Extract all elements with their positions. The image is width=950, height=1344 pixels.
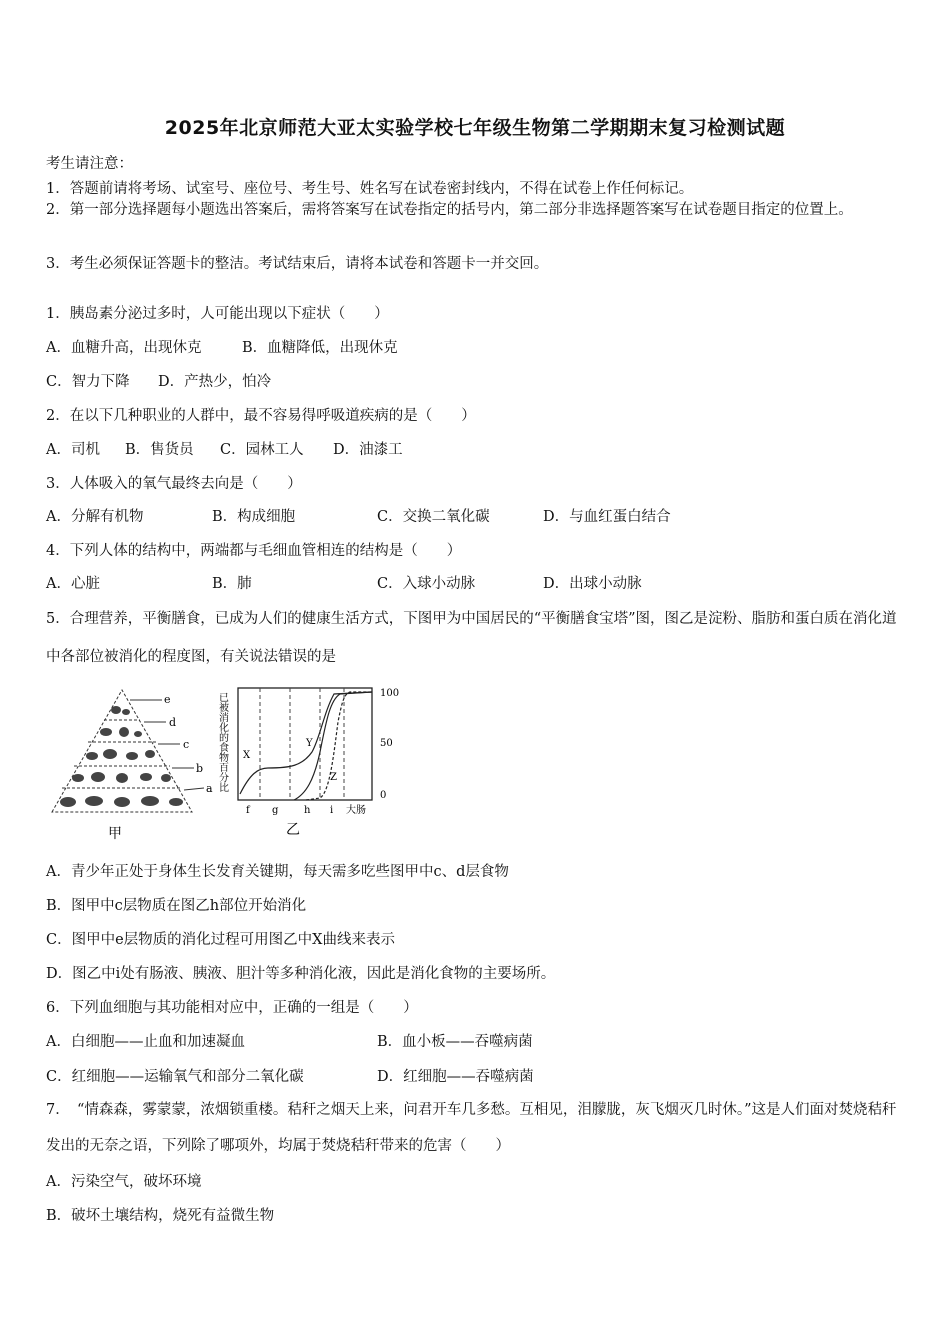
question-stem: 5．合理营养，平衡膳食，已成为人们的健康生活方式，下图甲为中国居民的“平衡膳食宝塔”图，图乙是淀粉、脂肪和蛋白质在消化道中各部位被消化的程度图，有关说法错误的是 (46, 611, 897, 665)
question-stem: 4．下列人体的结构中，两端都与毛细血管相连的结构是（ ） (46, 543, 462, 559)
notice-item: 3．考生必须保证答题卡的整洁。考试结束后，请将本试卷和答题卡一并交回。 (46, 256, 549, 272)
pyramid-label-b: b (196, 762, 204, 775)
question-stem: 2．在以下几种职业的人群中，最不容易得呼吸道疾病的是（ ） (46, 408, 476, 424)
curve-label-x: X (243, 750, 251, 761)
option-a: A．污染空气，破坏环境 (46, 1174, 202, 1190)
option-d: D．油漆工 (333, 442, 403, 458)
option-a: A．心脏 (46, 576, 100, 592)
notice-heading: 考生请注意： (46, 156, 133, 172)
option-c: C．智力下降 (46, 374, 130, 390)
question-figure (44, 682, 404, 846)
page-title: 2025年北京师范大亚太实验学校七年级生物第二学期期末复习检测试题 (164, 117, 786, 139)
option-b: B．图甲中c层物质在图乙h部位开始消化 (46, 898, 307, 914)
option-c: C．入球小动脉 (377, 576, 476, 592)
option-b: B．售货员 (125, 442, 194, 458)
xtick-i: i (330, 805, 334, 816)
curve-label-y: Y (306, 738, 313, 749)
ytick-50: 50 (380, 738, 393, 749)
option-d: D．红细胞——吞噬病菌 (377, 1069, 534, 1085)
option-c: C．园林工人 (220, 442, 304, 458)
option-a: A．白细胞——止血和加速凝血 (46, 1034, 245, 1050)
chart-caption: 乙 (286, 822, 300, 838)
option-d: D．与血红蛋白结合 (543, 509, 671, 525)
question-stem: 1．胰岛素分泌过多时，人可能出现以下症状（ ） (46, 306, 389, 322)
option-b: B．血小板——吞噬病菌 (377, 1034, 533, 1050)
ytick-0: 0 (380, 790, 387, 801)
option-c: C．交换二氧化碳 (377, 509, 490, 525)
option-a: A．血糖升高，出现休克 (46, 340, 202, 356)
pyramid-caption: 甲 (108, 826, 122, 842)
pyramid-label-e: e (164, 693, 171, 706)
pyramid-label-c: c (183, 738, 190, 751)
option-c: C．图甲中e层物质的消化过程可用图乙中X曲线来表示 (46, 932, 395, 948)
chart-ylabel: 已被消化的食物百分比 (216, 692, 228, 792)
option-d: D．产热少，怕冷 (158, 374, 272, 390)
pyramid-label-d: d (169, 716, 177, 729)
question-stem: 3．人体吸入的氧气最终去向是（ ） (46, 476, 302, 492)
option-c: C．红细胞——运输氧气和部分二氧化碳 (46, 1069, 304, 1085)
figure-svg (44, 682, 404, 842)
notice-item: 2．第一部分选择题每小题选出答案后，需将答案写在试卷指定的括号内，第二部分非选择题答案写在试卷题目指定的位置上。 (46, 202, 853, 218)
xtick-h: h (304, 805, 311, 816)
digestion-chart (217, 688, 400, 838)
option-a: A．司机 (46, 442, 100, 458)
option-b: B．构成细胞 (212, 509, 296, 525)
ytick-100: 100 (380, 688, 400, 699)
curve-label-z: Z (330, 772, 337, 783)
option-d: D．图乙中i处有肠液、胰液、胆汁等多种消化液，因此是消化食物的主要场所。 (46, 966, 556, 982)
option-b: B．肺 (212, 576, 252, 592)
food-pyramid (52, 690, 204, 812)
option-a: A．分解有机物 (46, 509, 144, 525)
option-a: A．青少年正处于身体生长发育关键期，每天需多吃些图甲中c、d层食物 (46, 864, 509, 880)
option-b: B．血糖降低，出现休克 (242, 340, 398, 356)
question-stem: 7． “情森森，雾蒙蒙，浓烟锁重楼。秸秆之烟天上来，问君开车几多愁。互相见，泪朦胧，灰飞烟灭几时休。”这是人们面对焚烧秸秆发出的无奈之语，下列除了哪项外，均属于焚烧秸秆带来的危害（ ） (46, 1102, 897, 1154)
xtick-g: g (272, 805, 279, 816)
xtick-f: f (246, 805, 250, 816)
option-b: B．破坏土壤结构，烧死有益微生物 (46, 1208, 275, 1224)
question-stem: 6．下列血细胞与其功能相对应中，正确的一组是（ ） (46, 1000, 418, 1016)
curve-z (306, 692, 372, 800)
notice-item: 1．答题前请将考场、试室号、座位号、考生号、姓名写在试卷密封线内，不得在试卷上作任何标记。 (46, 181, 694, 197)
option-d: D．出球小动脉 (543, 576, 642, 592)
pyramid-label-a: a (206, 782, 213, 795)
xtick-large-intestine: 大肠 (346, 805, 366, 816)
